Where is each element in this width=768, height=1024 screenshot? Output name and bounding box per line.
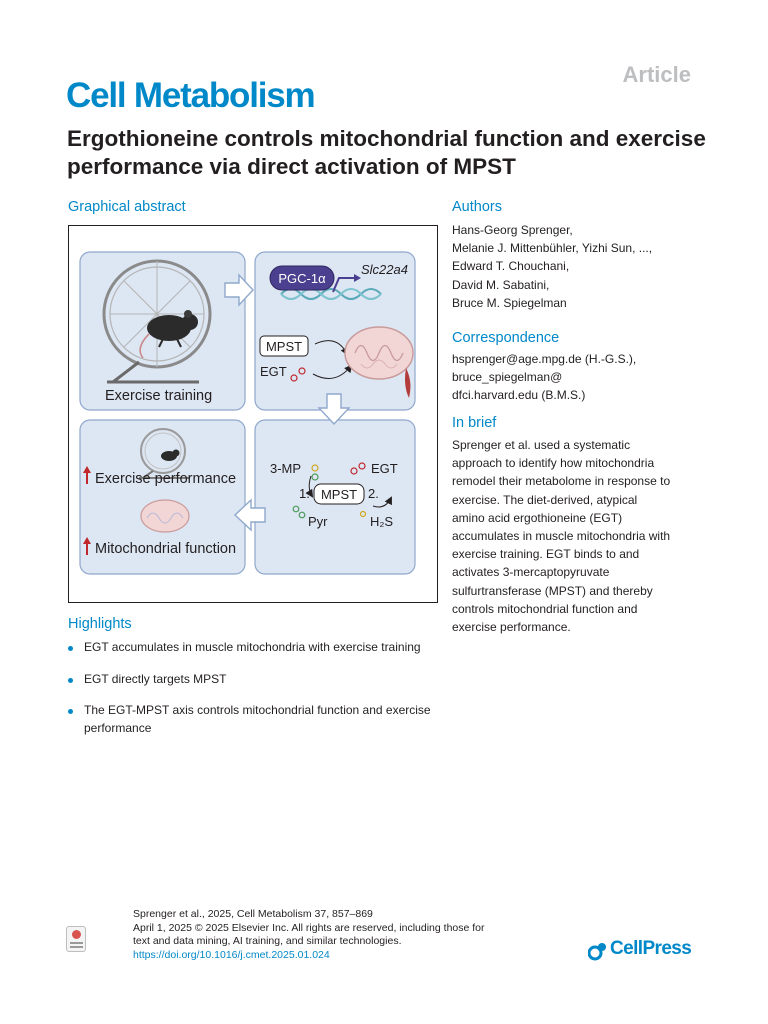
correspondence-line[interactable]: dfci.harvard.edu (B.M.S.) [452,388,586,403]
citation-line: Sprenger et al., 2025, Cell Metabolism 37, 857–869 [133,908,373,920]
doi-link[interactable]: https://doi.org/10.1016/j.cmet.2025.01.024 [133,948,330,961]
egt-label-top: EGT [260,364,287,379]
article-type-label: Article [622,62,691,87]
correspondence-heading: Correspondence [452,330,560,346]
authors-list [452,221,742,312]
egt-label-bottom: EGT [371,461,398,476]
check-for-updates-icon[interactable] [66,926,86,952]
author-line: David M. Sabatini, [452,277,550,292]
highlight-item: The EGT-MPST axis controls mitochondrial function and exercise performance [68,702,438,737]
journal-name: Cell Metabolism [66,76,315,115]
publisher-name: CellPress [610,938,692,959]
mitochondrial-function-label: Mitochondrial function [95,541,237,557]
step-two-label: 2. [368,486,379,501]
bullet-icon [68,709,73,714]
mpst-label-bottom: MPST [320,487,358,502]
highlights-heading: Highlights [68,616,132,632]
graphical-abstract-figure [68,225,438,603]
graphical-abstract-diagram [69,226,437,602]
cellpress-logo-icon [588,941,608,961]
mpst-label-top: MPST [265,339,303,354]
correspondence-line[interactable]: bruce_spiegelman@ [452,370,563,385]
step-one-label: 1. [299,486,310,501]
small-mitochondrion-icon [141,500,189,532]
correspondence-text[interactable] [452,350,742,405]
mitochondrion-icon [345,327,413,379]
highlight-item: EGT accumulates in muscle mitochondria with exercise training [68,639,438,657]
article-title: Ergothioneine controls mitochondrial function and exercise performance via direct activation of MPST [67,126,706,179]
h2s-label: H₂S [370,514,394,529]
in-brief-text: Sprenger et al. used a systematic approach to identify how mitochondria remodel their metabolome in response to exercise. The diet-derived, atypical amino acid ergothioneine (EGT) accumulates in muscle mitochondria with exercise training. EGT binds to and activates 3-mercaptopyruvate sulfurtransferase (MPST) and thereby controls mitochondrial function and exercise performance. [452,438,671,635]
author-line: Hans-Georg Sprenger, [452,223,573,237]
highlights-list [68,639,438,751]
citation-block [133,908,553,962]
pgc1a-label: PGC-1α [278,271,326,286]
correspondence-line[interactable]: hsprenger@age.mpg.de (H.-G.S.), [452,352,637,366]
exercise-performance-label: Exercise performance [95,471,237,487]
in-brief-heading: In brief [452,415,497,431]
author-line: Bruce M. Spiegelman [452,295,567,310]
bullet-icon [68,678,73,683]
exercise-training-label: Exercise training [105,388,213,404]
pyr-label: Pyr [308,514,328,529]
citation-line: text and data mining, AI training, and similar technologies. [133,935,402,947]
citation-line: April 1, 2025 © 2025 Elsevier Inc. All rights are reserved, including those for [133,921,485,934]
author-line: Melanie J. Mittenbühler, Yizhi Sun, ..., [452,241,653,256]
bullet-icon [68,646,73,651]
authors-heading: Authors [452,199,502,215]
three-mp-label: 3-MP [270,461,302,476]
author-line: Edward T. Chouchani, [452,259,570,274]
graphical-abstract-heading: Graphical abstract [68,199,186,215]
highlight-item: EGT directly targets MPST [68,671,438,689]
slc22a4-label: Slc22a4 [361,262,408,277]
